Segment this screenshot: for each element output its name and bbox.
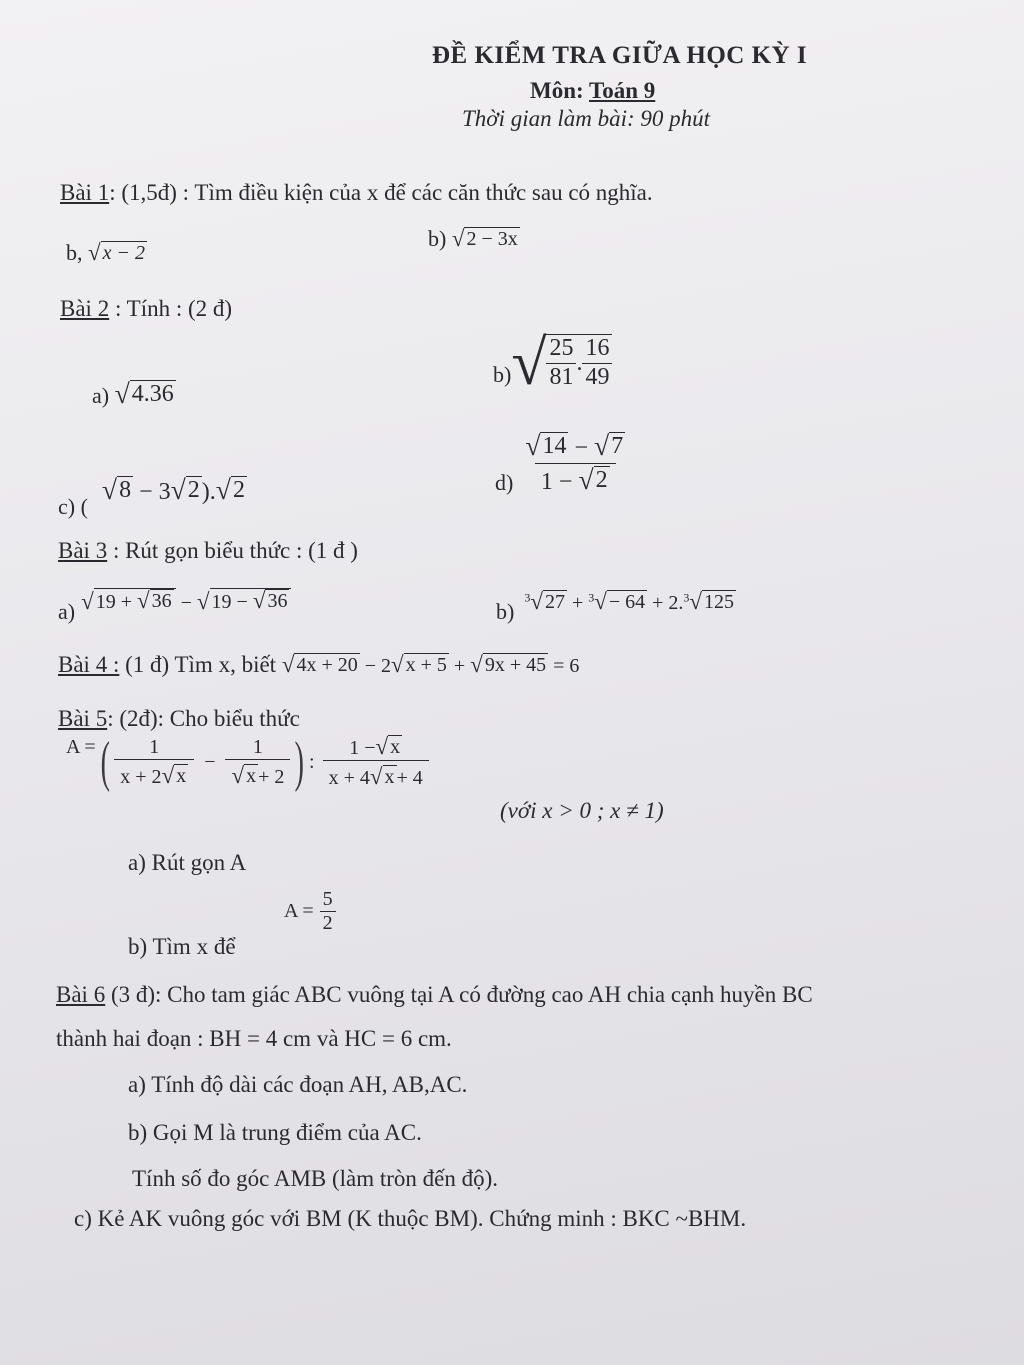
bai6-c: c) Kẻ AK vuông góc với BM (K thuộc BM). Chứng minh : BKC ~BHM. bbox=[74, 1206, 747, 1231]
radicand: 2 bbox=[595, 466, 608, 493]
fraction bbox=[225, 736, 290, 789]
bai6-line1 bbox=[56, 982, 813, 1008]
bai3-b-label: b) bbox=[496, 599, 515, 624]
operator: − 2 bbox=[364, 655, 392, 677]
operator: + bbox=[571, 592, 584, 614]
radicand: 2 − 3x bbox=[466, 228, 518, 250]
bai6-label: Bài 6 bbox=[56, 982, 106, 1007]
radicand: − 64 bbox=[608, 591, 646, 613]
time-limit: Thời gian làm bài: 90 phút bbox=[462, 106, 711, 131]
bai2-a bbox=[92, 380, 176, 409]
cube-root-expression: √ 125 bbox=[689, 589, 735, 614]
fraction-denominator: 49 bbox=[582, 363, 612, 392]
sqrt-expression: √ 8 bbox=[101, 474, 132, 505]
bai1-a bbox=[66, 240, 147, 266]
operator: = 6 bbox=[553, 655, 580, 677]
bai5-text: : (2đ): Cho biểu thức bbox=[107, 706, 300, 731]
radicand: x bbox=[390, 735, 401, 758]
sqrt-expression: √ 4x + 20 bbox=[281, 652, 358, 677]
bai3-heading bbox=[58, 538, 358, 564]
bai2-d-label: d) bbox=[495, 470, 514, 496]
bai3-a-label: a) bbox=[58, 599, 76, 624]
bai1-heading bbox=[60, 180, 653, 206]
exam-title: ĐỀ KIỂM TRA GIỮA HỌC KỲ I bbox=[432, 42, 808, 69]
radicand: 19 + bbox=[95, 591, 132, 613]
sqrt-symbol-icon: √ bbox=[375, 733, 389, 759]
sqrt-expression: √ 19 − √ 36 bbox=[197, 588, 292, 613]
bai2-b bbox=[493, 327, 612, 398]
bai1-b bbox=[428, 226, 520, 252]
operator: − 3 bbox=[139, 479, 171, 505]
bai2-a-label: a) bbox=[92, 383, 110, 408]
fraction-denominator: x + 4 bbox=[328, 766, 370, 789]
bai6-text1: (3 đ): Cho tam giác ABC vuông tại A có đường cao AH chia cạnh huyền BC bbox=[110, 982, 813, 1007]
fraction-denominator: x + 2 bbox=[120, 765, 162, 788]
radicand: 14 bbox=[542, 433, 567, 460]
sqrt-expression: √ 14 bbox=[525, 430, 567, 461]
bai2-d bbox=[495, 432, 631, 496]
bai6-b: b) Gọi M là trung điểm của AC. bbox=[128, 1120, 422, 1145]
radicand: x bbox=[246, 764, 257, 787]
fraction bbox=[519, 432, 631, 496]
radicand: x bbox=[176, 764, 187, 787]
root-index: 3 bbox=[588, 590, 595, 605]
fraction-denominator: 81 bbox=[546, 363, 576, 392]
sqrt-expression: √ 19 + √ 36 bbox=[81, 588, 176, 613]
bai5-label: Bài 5 bbox=[58, 706, 108, 731]
operator: − bbox=[204, 750, 216, 773]
sqrt-symbol-icon: √ bbox=[369, 763, 383, 789]
sqrt-expression: √ x − 2 bbox=[88, 240, 145, 265]
bai6-b2: Tính số đo góc AMB (làm tròn đến độ). bbox=[132, 1166, 499, 1191]
bai5-expression bbox=[66, 731, 429, 793]
radicand: 2 bbox=[232, 477, 245, 504]
operator: − bbox=[180, 592, 192, 614]
bai6-line2: thành hai đoạn : BH = 4 cm và HC = 6 cm. bbox=[56, 1026, 452, 1051]
root-index: 3 bbox=[524, 590, 531, 605]
bai4 bbox=[58, 652, 579, 678]
subject-line bbox=[530, 78, 655, 104]
radicand: 7 bbox=[611, 433, 624, 460]
bai2-c bbox=[58, 474, 247, 519]
fraction-denominator: 2 bbox=[320, 911, 336, 935]
radicand: 19 − bbox=[211, 591, 248, 613]
bai1-label: Bài 1 bbox=[60, 180, 110, 205]
radicand: 27 bbox=[544, 591, 565, 613]
subject-label: Môn: bbox=[530, 78, 589, 103]
sqrt-symbol-icon: √ bbox=[231, 762, 245, 788]
sqrt-expression: √ 9x + 45 bbox=[470, 652, 547, 677]
fraction bbox=[114, 736, 194, 789]
sqrt-expression: √ x + 5 bbox=[391, 652, 447, 677]
bai1-a-label: b, bbox=[66, 240, 83, 265]
fraction-numerator: 1 bbox=[149, 735, 160, 758]
bai5-a: a) Rút gọn A bbox=[128, 850, 247, 875]
radicand: 4.36 bbox=[131, 381, 174, 408]
sqrt-symbol-icon: √ bbox=[511, 327, 547, 398]
bai2-b-label: b) bbox=[493, 361, 512, 387]
expression-lhs: A = bbox=[66, 735, 96, 758]
bai1-b-label: b) bbox=[428, 226, 447, 251]
bai1-points: : (1,5đ) bbox=[109, 180, 177, 205]
radicand: x + 5 bbox=[405, 654, 447, 676]
bai2-label: Bài 2 bbox=[60, 296, 110, 321]
left-paren: ( bbox=[100, 731, 110, 793]
subject-name: Toán 9 bbox=[589, 78, 656, 103]
radicand: 8 bbox=[119, 477, 132, 504]
radicand: 36 bbox=[267, 590, 288, 612]
fraction-numerator: 25 bbox=[549, 335, 574, 362]
sqrt-expression: √ 2 bbox=[215, 474, 245, 505]
radicand: 9x + 45 bbox=[484, 654, 547, 676]
bai1-text: : Tìm điều kiện của x để các căn thức sau có nghĩa. bbox=[182, 180, 653, 205]
radicand: 4x + 20 bbox=[296, 654, 358, 676]
fraction-numerator: 5 bbox=[322, 888, 333, 910]
bai5-condition: (với x > 0 ; x ≠ 1) bbox=[500, 798, 664, 823]
cube-root-expression: √ 27 bbox=[530, 589, 565, 614]
sqrt-expression: √ 2 bbox=[170, 474, 200, 505]
bai5-heading bbox=[58, 706, 300, 732]
radicand: $\frac{25}{81}$ . $\frac{16}{49}$ bbox=[546, 334, 612, 391]
fraction-numerator: 16 bbox=[585, 335, 610, 362]
bai3-text: : Rút gọn biểu thức : (1 đ ) bbox=[112, 538, 358, 563]
cube-root-expression: √ − 64 bbox=[594, 589, 646, 614]
bai5-b: b) Tìm x để bbox=[128, 934, 236, 959]
radicand: 2 bbox=[187, 477, 200, 504]
fraction-numerator: 1 − bbox=[349, 736, 376, 759]
operator: 1 − bbox=[540, 468, 573, 495]
fraction-denominator: + 2 bbox=[258, 765, 285, 788]
expression-lhs: A = bbox=[284, 900, 314, 922]
bai3-label: Bài 3 bbox=[58, 538, 108, 563]
radicand: x − 2 bbox=[102, 242, 145, 264]
operator: − bbox=[574, 435, 589, 461]
root-index: 3 bbox=[683, 590, 690, 605]
radicand: x bbox=[384, 765, 395, 788]
operator: + 2. bbox=[652, 592, 684, 614]
fraction-denominator: + 4 bbox=[396, 766, 423, 789]
sqrt-symbol-icon: √ bbox=[252, 588, 266, 613]
operator: : bbox=[309, 750, 315, 773]
sqrt-expression: √ 7 bbox=[594, 430, 624, 461]
bai6-a: a) Tính độ dài các đoạn AH, AB,AC. bbox=[128, 1072, 468, 1097]
right-paren: ) bbox=[295, 731, 305, 793]
sqrt-expression: √ 2 − 3x bbox=[451, 226, 518, 251]
bai2-c-label: c) ( bbox=[58, 494, 88, 519]
fraction-numerator: 1 bbox=[252, 735, 263, 758]
sqrt-symbol-icon: √ bbox=[161, 762, 175, 788]
radicand: 125 bbox=[704, 591, 735, 613]
sqrt-expression: √ 2 bbox=[578, 463, 608, 495]
radicand: 36 bbox=[151, 590, 172, 612]
bai4-text: (1 đ) Tìm x, biết bbox=[125, 652, 277, 677]
bai4-label: Bài 4 : bbox=[58, 652, 120, 677]
bai2-heading bbox=[60, 296, 232, 322]
operator: ). bbox=[201, 479, 216, 505]
bai3-a bbox=[58, 588, 291, 624]
fraction bbox=[323, 735, 429, 790]
sqrt-expression: √ 4.36 bbox=[114, 378, 174, 409]
bai5-b-equation bbox=[284, 888, 336, 935]
sqrt-symbol-icon: √ bbox=[137, 588, 150, 613]
operator: + bbox=[453, 655, 466, 677]
bai3-b bbox=[496, 589, 736, 624]
bai2-text: : Tính : (2 đ) bbox=[114, 296, 233, 321]
